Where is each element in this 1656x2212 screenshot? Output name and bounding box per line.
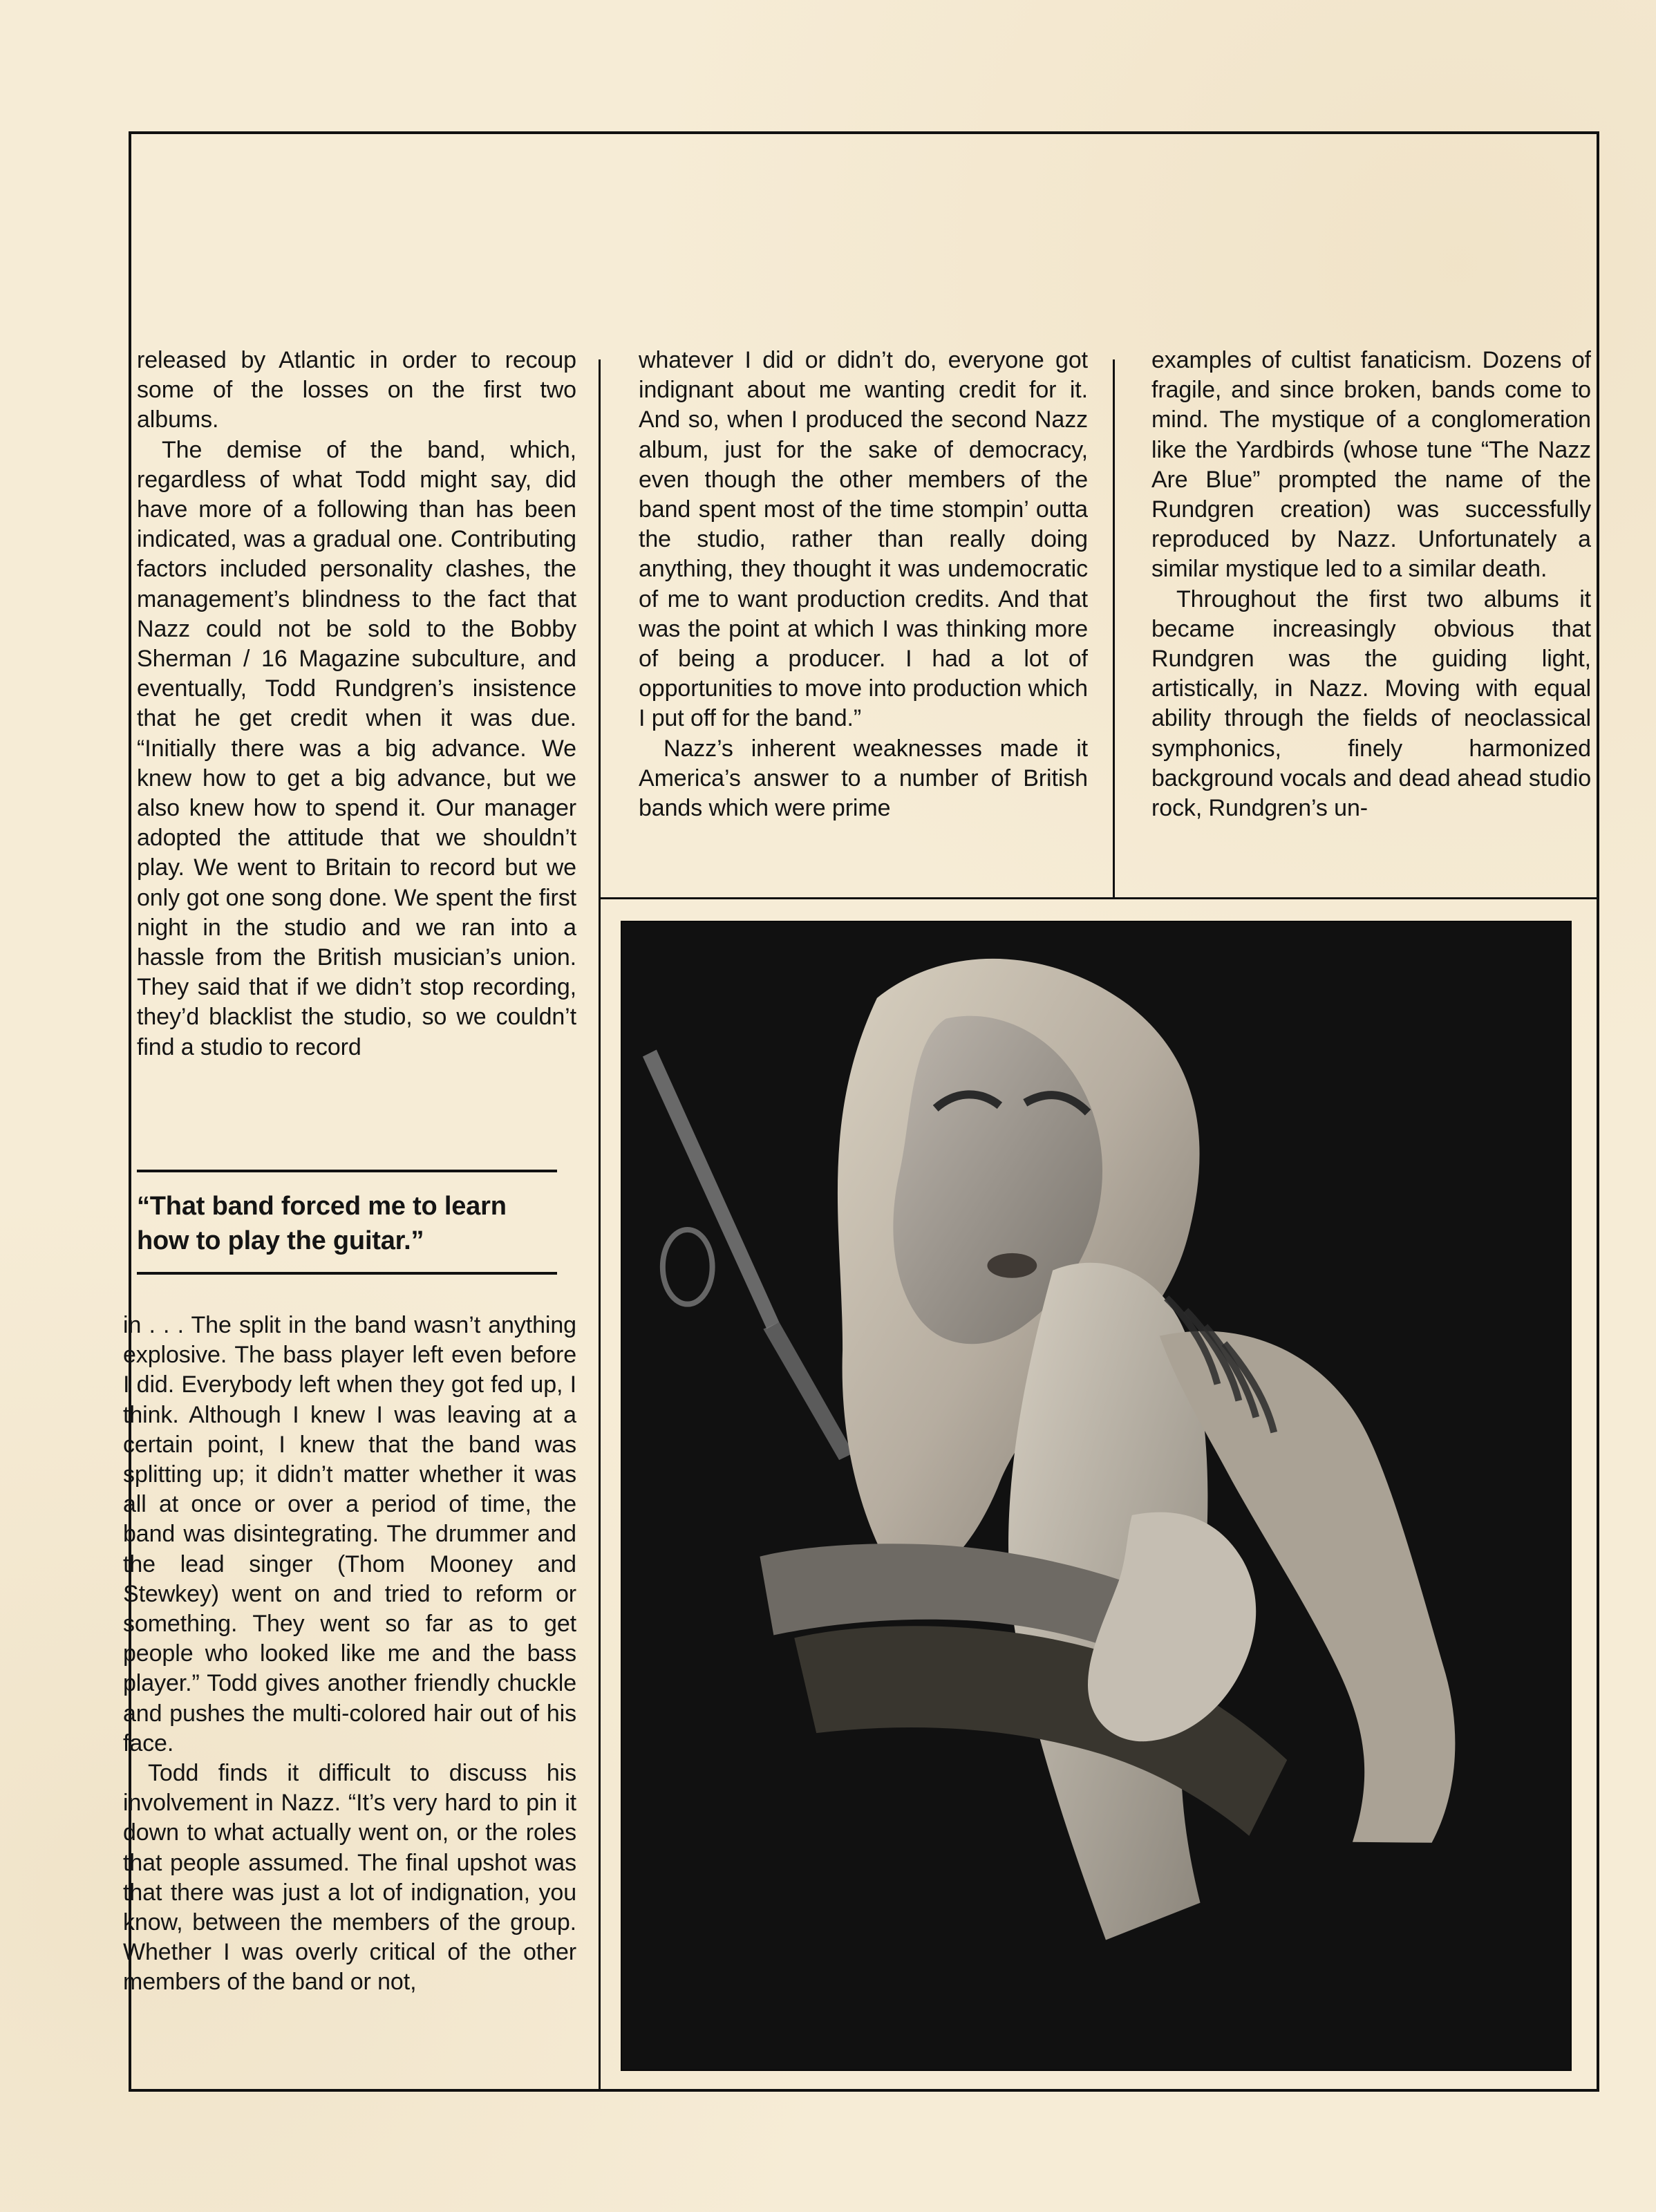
left-bottom-paragraph-1: in . . . The split in the band wasn’t anything explosive. The bass player left even before I did. Everybody left when they got fed up, I think. Although I knew I was leaving at a certain point, I knew that the band was splitting up; it didn’t matter whether it was all at once or over a period of time, the band was disintegrating. The drummer and the lead singer (Thom Mooney and Stewkey) went on and tried to reform or something. They went so far as to get people who looked like me and the bass player.” Todd gives another friendly chuckle and pushes the multi-colored hair out of his face.: [123, 1312, 576, 1756]
middle-paragraph-1: whatever I did or didn’t do, everyone got indignant about me wanting credit for it. And so, when I produced the second Nazz album, just for the sake of democracy, even though the other members of the band spent most of the time stompin’ outta the studio, rather than really doing anything, they thought it was undemocratic of me to want production credits. And that was the point at which I was thinking more of being a producer. I had a lot of opportunities to move into production which I put off for the band.”: [639, 347, 1088, 732]
middle-paragraph-2: Nazz’s inherent weaknesses made it America’s answer to a number of British bands which were prime: [639, 735, 1088, 822]
left-top-paragraph-2: The demise of the band, which, regardless of what Todd might say, did have more of a following than has been indicated, was a gradual one. Contributing factors included personality clashes, the management’s blindness to the fact that Nazz could not be sold to the Bobby Sherman / 16 Magazine subculture, and eventually, Todd Rundgren’s insistence that he get credit when it was due. “Initially there was a big advance. We knew how to get a big advance, but we also knew how to spend it. Our manager adopted the attitude that we shouldn’t play. We went to Britain to record but we only got one song done. We spent the first night in the studio and we ran into a hassle from the British musician’s union. They said that if we didn’t stop recording, they’d blacklist the studio, so we couldn’t find a studio to record: [137, 436, 576, 1060]
pull-quote-bottom-line: [137, 1272, 557, 1275]
left-bottom-paragraph-2: Todd finds it difficult to discuss his involvement in Nazz. “It’s very hard to pin it down to what actually went on, or the roles that people assumed. The final upshot was that there was just a lot of indignation, you know, between the members of the group. Whether I was overly critical of the other members of the band or not,: [123, 1760, 576, 1996]
pull-quote: “That band forced me to learn how to play the guitar.”: [137, 1192, 507, 1255]
mouth: [987, 1253, 1037, 1278]
musician-photo: [621, 921, 1572, 2071]
right-paragraph-1: examples of cultist fanaticism. Dozens of fragile, and since broken, bands come to mind. The mystique of a conglomeration like the Yardbirds (whose tune “The Nazz Are Blue” prompted the name of the Rundgren creation) was successfully reproduced by Nazz. Unfortunately a similar mystique led to a similar death.: [1151, 347, 1591, 583]
left-column-rule: [599, 359, 601, 2089]
middle-column: [639, 346, 1088, 895]
photo-top-rule: [599, 897, 1597, 899]
middle-column-rule: [1113, 359, 1115, 899]
right-column: [1151, 346, 1591, 895]
left-column-bottom: [123, 1311, 576, 2088]
left-top-paragraph-1: released by Atlantic in order to recoup some of the losses on the first two albums.: [137, 347, 576, 433]
musician-photo-illustration: [622, 922, 1570, 2070]
left-column-top: [137, 346, 576, 1130]
pull-quote-top-line: [137, 1170, 557, 1172]
right-paragraph-2: Throughout the first two albums it became increasingly obvious that Rundgren was the guiding light, artistically, in Nazz. Moving with equal ability through the fields of neoclassical symphonics, finely harmonized background vocals and dead ahead studio rock, Rundgren’s un-: [1151, 585, 1591, 822]
